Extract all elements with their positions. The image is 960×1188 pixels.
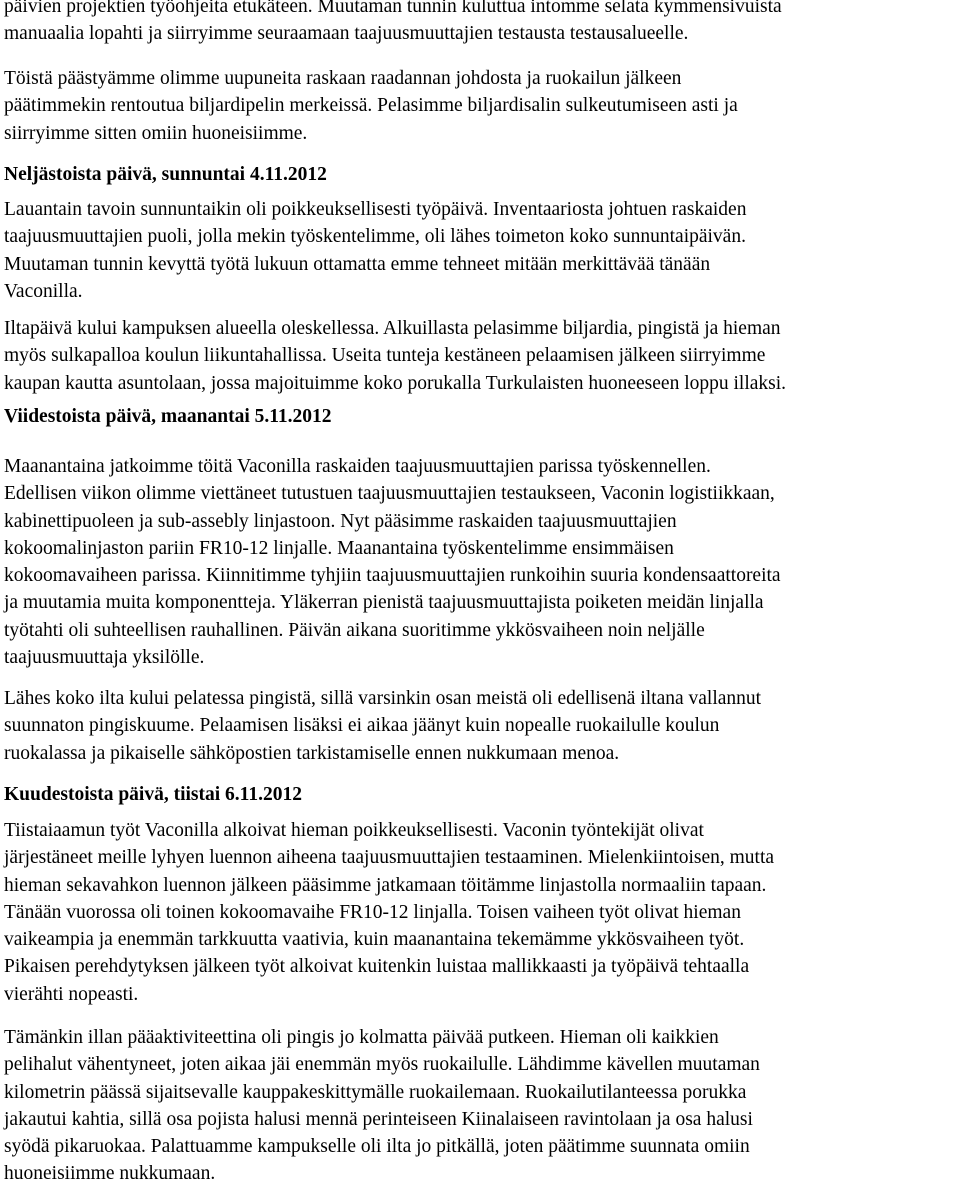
section-heading: Viidestoista päivä, maanantai 5.11.2012 xyxy=(4,406,332,427)
paragraph: Maanantaina jatkoimme töitä Vaconilla raskaiden taajuusmuuttajien parissa työskennellen. Edellisen viikon olimme viettäneet tutustuen taajuusmuuttajien testaukseen, Vaconin logistiikkaan, kabinettipuoleen ja sub-assebly linjastoon. Nyt pääsimme raskaiden taajuusmuuttajien kokoomalinjaston pariin FR10-12 linjalle. Maanantaina työskentelimme ensimmäisen kokoomavaiheen parissa. Kiinnitimme tyhjiin taajuusmuuttajien runkoihin suuria kondensaattoreita ja muutamia muita komponentteja. Yläkerran pienistä taajuusmuuttajista poiketen meidän linjalla työtahti oli suhteellisen rauhallinen. Päivän aikana suoritimme ykkösvaiheen noin neljälle taajuusmuuttaja yksilölle. xyxy=(4,456,781,669)
paragraph: Lauantain tavoin sunnuntaikin oli poikkeuksellisesti työpäivä. Inventaariosta johtuen raskaiden taajuusmuuttajien puoli, jolla mekin työskentelimme, oli lähes toimeton koko sunnuntaipäivän. Muutaman tunnin kevyttä työtä lukuun ottamatta emme tehneet mitään merkittävää tänään Vaconilla. xyxy=(4,199,747,302)
paragraph: Töistä päästyämme olimme uupuneita raskaan raadannan johdosta ja ruokailun jälkeen päätimmekin rentoutua biljardipelin merkeissä. Pelasimme biljardisalin sulkeutumiseen asti ja siirryimme sitten omiin huoneisiimme. xyxy=(4,68,738,144)
paragraph: Iltapäivä kului kampuksen alueella oleskellessa. Alkuillasta pelasimme biljardia, pingistä ja hieman myös sulkapalloa koulun liikuntahallissa. Useita tunteja kestäneen pelaamisen jälkeen siirryimme kaupan kautta asuntolaan, jossa majoituimme koko porukalla Turkulaisten huoneeseen loppu illaksi. xyxy=(4,318,787,394)
paragraph: Tiistaiaamun työt Vaconilla alkoivat hieman poikkeuksellisesti. Vaconin työntekijät olivat järjestäneet meille lyhyen luennon aiheena taajuusmuuttajien testaaminen. Mielenkiintoisen, mutta hieman sekavahkon luennon jälkeen pääsimme jatkamaan töitämme linjastolla normaaliin tapaan. Tänään vuorossa oli toinen kokoomavaihe FR10-12 linjalla. Toisen vaiheen työt olivat hieman vaikeampia ja enemmän tarkkuutta vaativia, kuin maanantaina tekemämme ykkösvaiheen työt. Pikaisen perehdytyksen jälkeen työt alkoivat kuitenkin luistaa mallikkaasti ja työpäivä tehtaalla vierähti nopeasti. xyxy=(4,820,775,1005)
paragraph: Lähes koko ilta kului pelatessa pingistä, sillä varsinkin osan meistä oli edellisenä iltana vallannut suunnaton pingiskuume. Pelaamisen lisäksi ei aikaa jäänyt kuin nopealle ruokailulle koulun ruokalassa ja pikaiselle sähköpostien tarkistamiselle ennen nukkumaan menoa. xyxy=(4,688,762,764)
paragraph: päivien projektien työohjeita etukäteen. Muutaman tunnin kuluttua intomme selata kymmensivuista manuaalia lopahti ja siirryimme seuraamaan taajuusmuuttajien testausta testausalueelle. xyxy=(4,0,782,45)
paragraph: Tämänkin illan pääaktiviteettina oli pingis jo kolmatta päivää putkeen. Hieman oli kaikkien pelihalut vähentyneet, joten aikaa jäi enemmän myös ruokailulle. Lähdimme kävellen muutaman kilometrin päässä sijaitsevalle kauppakeskittymälle ruokailemaan. Ruokailutilanteessa porukka jakautui kahtia, sillä osa pojista halusi mennä perinteiseen Kiinalaiseen ravintolaan ja osa halusi syödä pikaruokaa. Palattuamme kampukselle oli ilta jo pitkällä, joten päätimme suunnata omiin huoneisiimme nukkumaan. xyxy=(4,1027,760,1185)
section-heading: Kuudestoista päivä, tiistai 6.11.2012 xyxy=(4,784,302,805)
section-heading: Neljästoista päivä, sunnuntai 4.11.2012 xyxy=(4,164,327,185)
